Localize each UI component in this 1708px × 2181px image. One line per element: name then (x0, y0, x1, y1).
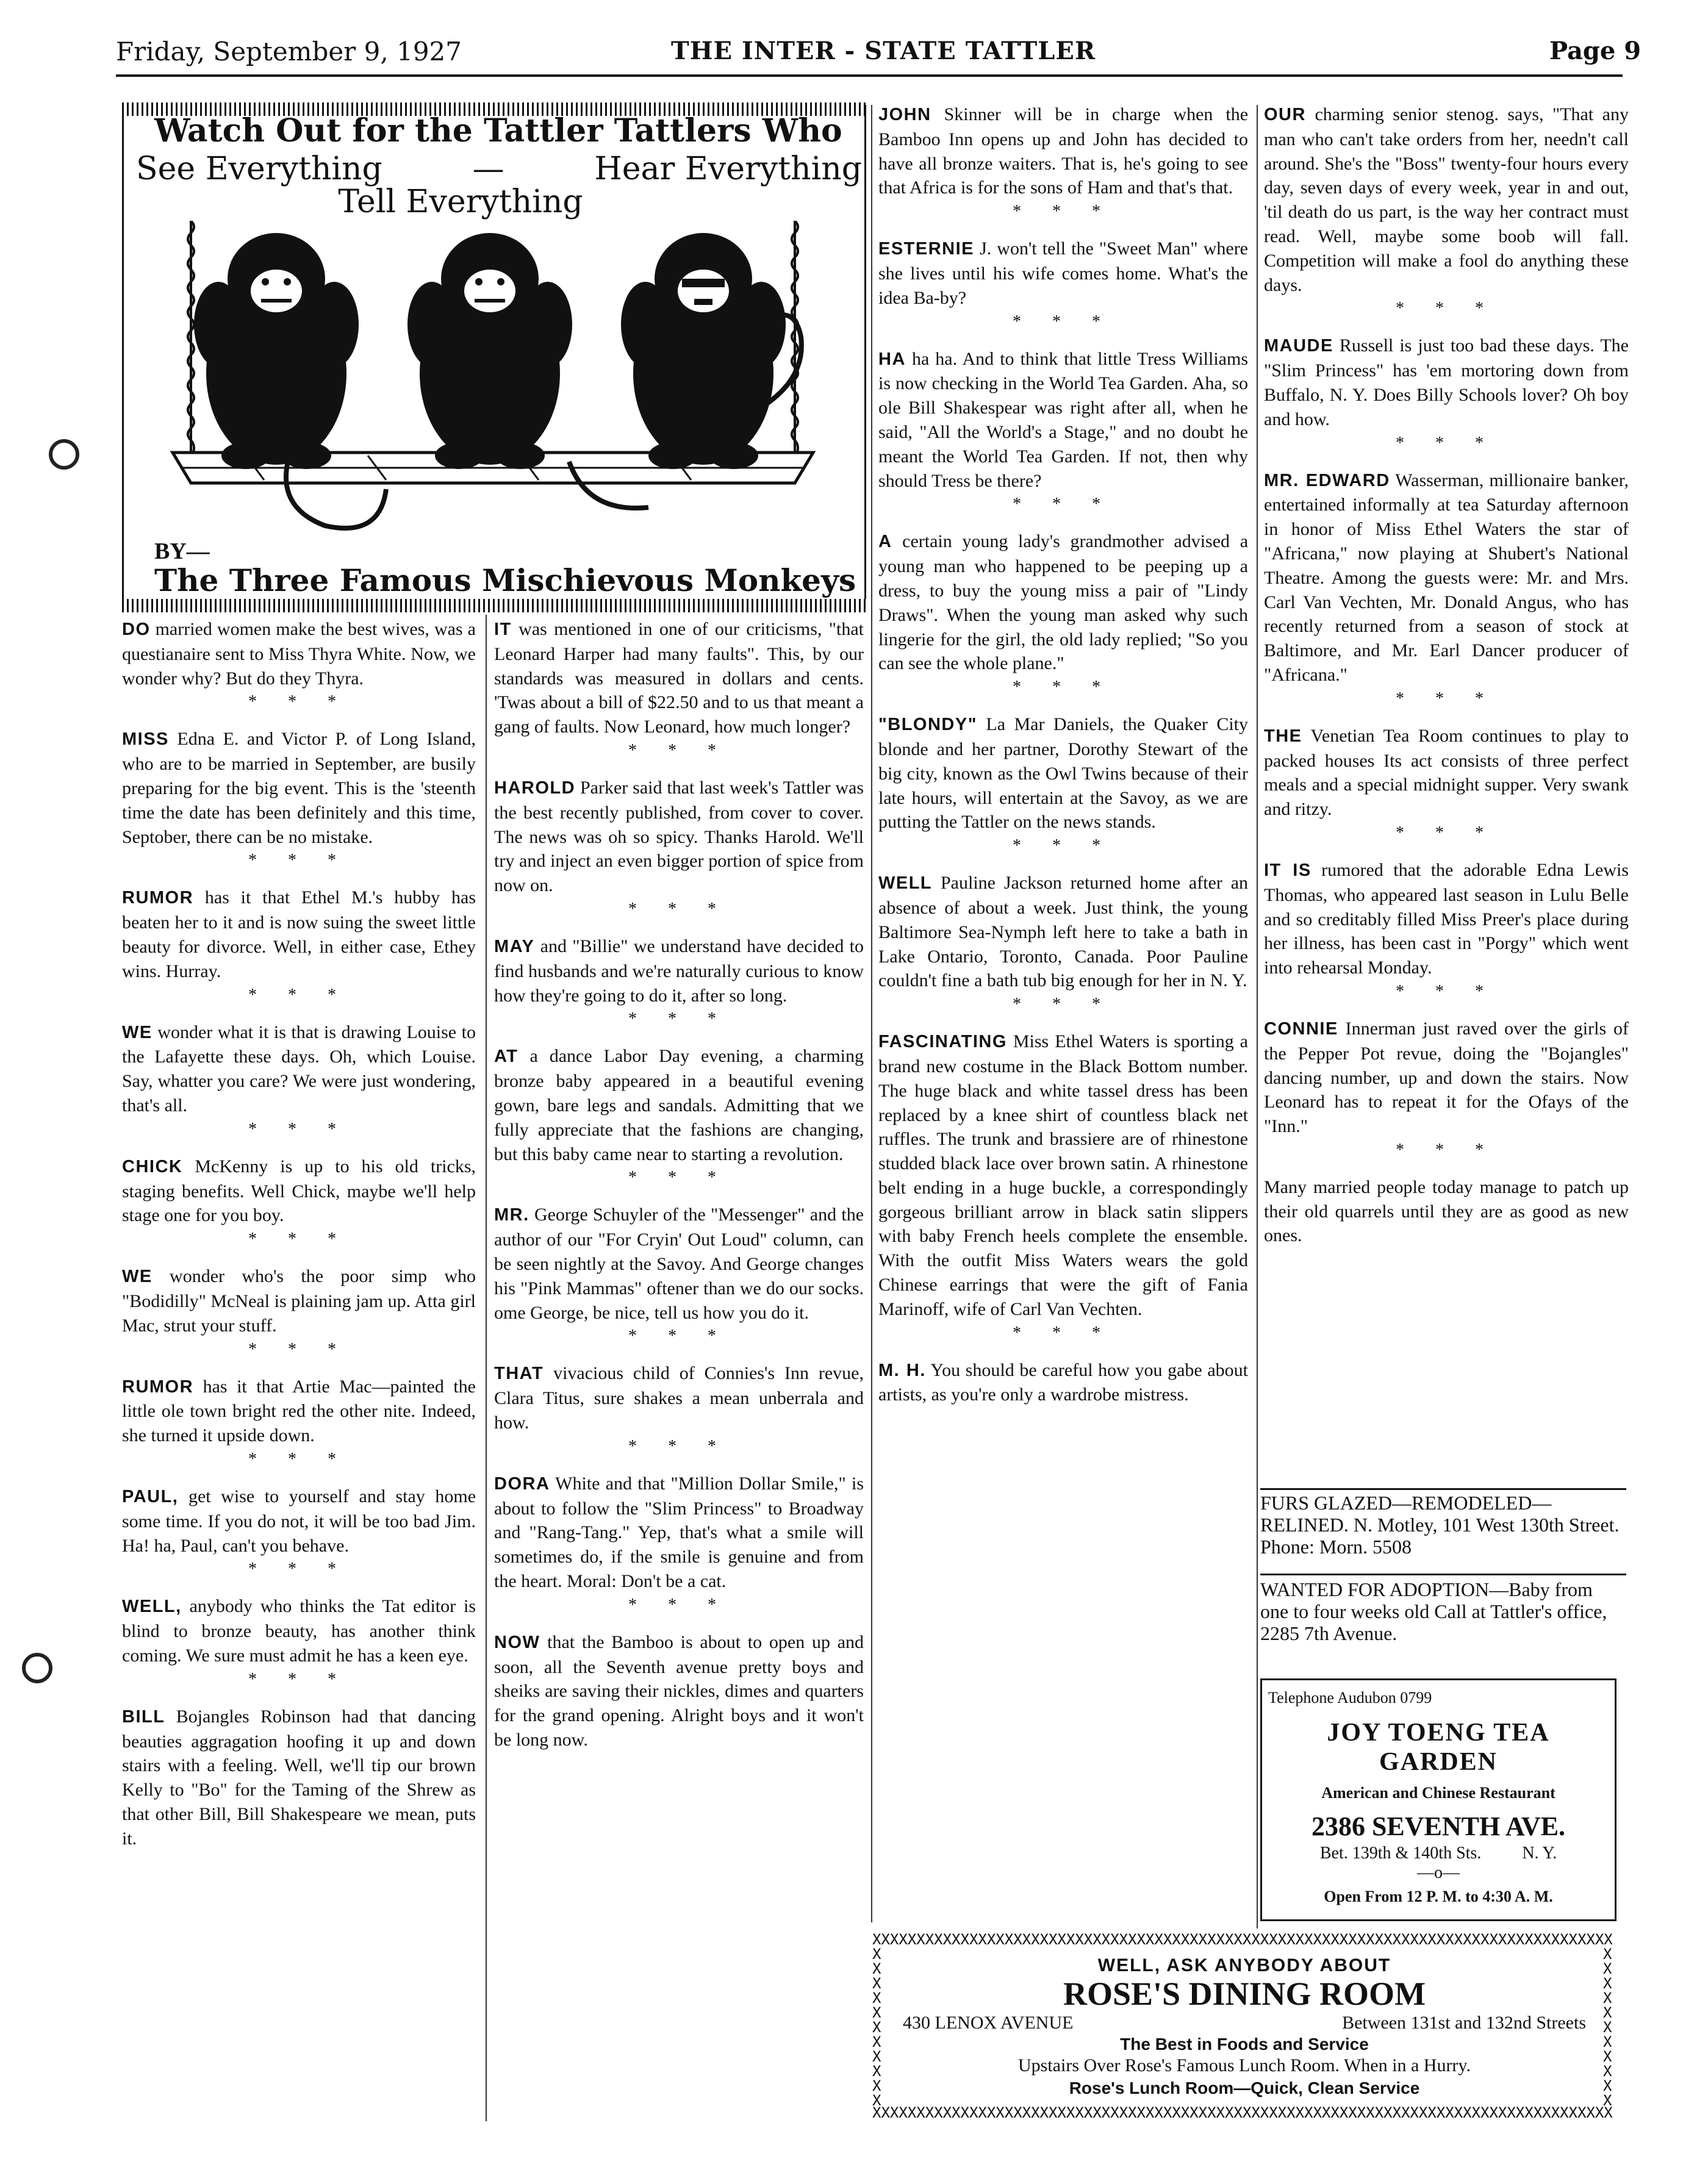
news-item-lead: WE (122, 1267, 152, 1287)
news-item (122, 886, 476, 983)
column-3 (878, 102, 1248, 1407)
item-separator-stars: * * * (1013, 1323, 1114, 1342)
news-item (1264, 334, 1629, 431)
news-item-lead: MR. (494, 1205, 529, 1225)
punch-hole-mark (49, 439, 79, 470)
news-item-text: that the Bamboo is about to open up and soon, all the Seventh avenue pretty boys and sheiks are saving their nickles, dimes and quarters for the grand opening. Alright boys and it won't be long now. (494, 1631, 864, 1750)
news-item (878, 102, 1248, 200)
furs-notice: FURS GLAZED—REMODELED—RELINED. N. Motley, 101 West 130th Street. Phone: Morn. 5508 (1260, 1492, 1620, 1558)
item-separator-stars: * * * (1013, 678, 1114, 697)
news-item (122, 1484, 476, 1558)
news-item-text: Miss Ethel Waters is sporting a brand new costume in the Black Bottom number. The huge black and white tassel dress has been replaced by a knee shirt of countless black net ruffles. The trunk and brassiere are of rhinestone studded black lace over brown satin. A rhinestone belt ending in a huge buckle, a correspondingly gorgeous brilliant arrow in black satin slippers with baby French heels complete the ensemble. With the outfit Miss Waters wears the gold Chinese earrings that were the gift of Fania Marinoff, wife of Carl Van Vechten. (878, 1031, 1248, 1319)
news-item-text: anybody who thinks the Tat editor is blind to bronze beauty, has another think coming. We sure must admit he has a keen eye. (122, 1596, 476, 1666)
news-item (878, 1030, 1248, 1322)
rose-address-line (872, 2013, 1616, 2033)
column-4 (1264, 102, 1629, 1248)
rose-address: 430 LENOX AVENUE (903, 2013, 1074, 2033)
news-item-text: wonder who's the poor simp who "Bodidilly" McNeal is plaining jam up. Atta girl Mac, strut your stuff. (122, 1266, 476, 1336)
news-item (122, 1705, 476, 1851)
tattler-box (122, 105, 866, 612)
item-separator-stars: * * * (628, 899, 730, 919)
news-item-lead: MR. EDWARD (1264, 470, 1390, 490)
news-item-lead: RUMOR (122, 1377, 194, 1397)
news-item (878, 712, 1248, 834)
subtitle-hear: Hear Everything (594, 151, 862, 187)
item-separator-stars: * * * (248, 1669, 350, 1689)
header-title: THE INTER - STATE TATTLER (671, 37, 1096, 65)
news-item-lead: MAUDE (1264, 336, 1333, 356)
news-item-lead: DO (122, 620, 151, 639)
tattler-box-title: Watch Out for the Tattler Tattlers Who (154, 112, 842, 149)
news-item-text: was mentioned in one of our criticisms, "that Leonard Harper had many faults". This, by our standards was measured in dollars and cents. 'Twas about a bill of $22.50 and to us that meant a gang of faults. Now Leonard, how much longer? (494, 619, 864, 737)
news-item-text: White and that "Million Dollar Smile," is about to follow the "Slim Princess" to Broadway and "Rang-Tang." Yep, that's what a smile will sometimes do, if the smile is genuine and from the heart. Moral: Don't be a cat. (494, 1473, 864, 1591)
news-item (1264, 102, 1629, 297)
news-item (122, 1594, 476, 1667)
item-separator-stars: * * * (248, 692, 350, 712)
news-item (122, 617, 476, 690)
item-separator-stars: * * * (1396, 823, 1497, 842)
punch-hole-mark (22, 1653, 52, 1683)
news-item-text: Parker said that last week's Tattler was the best recently published, from cover to cover. The news was oh so spicy. Thanks Harold. We'll try and inject an even bigger portion of spice from now on. (494, 777, 864, 896)
item-separator-stars: * * * (1013, 836, 1114, 856)
rose-name: ROSE'S DINING ROOM (1063, 1975, 1426, 2012)
adoption-notice: WANTED FOR ADOPTION—Baby from one to four weeks old Call at Tattler's office, 2285 7th Avenue. (1260, 1578, 1607, 1644)
item-separator-stars: * * * (1013, 202, 1114, 221)
news-item (494, 1203, 864, 1325)
rose-between: Between 131st and 132nd Streets (1342, 2013, 1586, 2033)
joy-name-line1: JOY TOENG TEA (1327, 1719, 1550, 1747)
news-item-lead: RUMOR (122, 888, 194, 908)
joy-hours: Open From 12 P. M. to 4:30 A. M. (1324, 1888, 1553, 1905)
subtitle-tell: Tell Everything (338, 184, 583, 220)
news-item (878, 529, 1248, 676)
news-item-lead: CHICK (122, 1156, 183, 1176)
news-item (494, 776, 864, 898)
news-item-text: a dance Labor Day evening, a charming bronze baby appeared in a beautiful evening gown, bare legs and sandals. Admitting that we fully appreciate that the fashions are changing, but this baby came near to starting a revolution. (494, 1046, 864, 1164)
item-separator-stars: * * * (1013, 495, 1114, 514)
news-item-text: and "Billie" we understand have decided to find husbands and we're naturally curious to know how they're going to do it, after so long. (494, 936, 864, 1006)
news-item (878, 237, 1248, 310)
news-item-lead: OUR (1264, 105, 1306, 124)
news-item-lead: WELL, (122, 1597, 182, 1617)
header-date: Friday, September 9, 1927 (116, 37, 462, 66)
rose-ask: WELL, ASK ANYBODY ABOUT (1097, 1955, 1391, 1975)
news-item-lead: DORA (494, 1474, 550, 1494)
notice-rule (1260, 1488, 1626, 1490)
news-item-text: Many married people today manage to patch up their old quarrels until they are as good as new ones. (1264, 1176, 1629, 1246)
news-item (122, 1020, 476, 1118)
news-item (494, 617, 864, 739)
item-separator-stars: * * * (628, 1595, 730, 1614)
news-item-text: wonder what it is that is drawing Louise to the Lafayette these days. Oh, which Louise. Say, whatter you care? We were just wondering, that's all. (122, 1022, 476, 1116)
rose-lunch: Rose's Lunch Room—Quick, Clean Service (1069, 2079, 1420, 2097)
news-item-lead: IT IS (1264, 860, 1312, 880)
news-item-lead: MAY (494, 936, 535, 956)
three-monkeys-illustration (124, 221, 864, 550)
news-item-lead: THE (1264, 726, 1302, 746)
news-item-lead: JOHN (878, 105, 931, 124)
news-item-lead: THAT (494, 1364, 544, 1384)
news-item-lead: CONNIE (1264, 1019, 1338, 1039)
news-item-text: Russell is just too bad these days. The "Slim Princess" has 'em mortoring down from Buffalo, N. Y. Does Billy Schools lover? Oh boy and how. (1264, 335, 1629, 429)
roses-dining-room-ad (872, 1935, 1616, 2120)
joy-name-line2: GARDEN (1379, 1748, 1498, 1776)
news-item-text: get wise to yourself and stay home some time. If you do not, it will be too bad Jim. Ha! ha, Paul, can't you behave. (122, 1486, 476, 1556)
subtitle-dash: — (472, 151, 504, 187)
item-separator-stars: * * * (1013, 312, 1114, 331)
column-2 (494, 617, 864, 1752)
joy-divider: —o— (1417, 1863, 1460, 1882)
item-separator-stars: * * * (628, 1168, 730, 1187)
news-item-text: Edna E. and Victor P. of Long Island, who are to be married in September, are busily preparing for the big event. This is the 'steenth time the date has been definitely and this time, Septober, there can be no mistake. (122, 729, 476, 847)
news-item (494, 1630, 864, 1752)
news-item-lead: MISS (122, 729, 169, 750)
tattler-box-subtitle (136, 152, 862, 185)
news-item-text: married women make the best wives, was a questianaire sent to Miss Thyra White. Now, we wonder why? But do they Thyra. (122, 619, 476, 689)
rose-best: The Best in Foods and Service (1120, 2035, 1369, 2054)
news-item-text: McKenny is up to his old tricks, staging benefits. Well Chick, maybe we'll help stage one for you boy. (122, 1156, 476, 1226)
item-separator-stars: * * * (248, 1119, 350, 1139)
item-separator-stars: * * * (248, 851, 350, 870)
rose-ad-border-top: XXXXXXXXXXXXXXXXXXXXXXXXXXXXXXXXXXXXXXXXXXXXXXXXXXXXXXXXXXXXXXXXXXXXXXXXXXXXXXXXXXXX (872, 1932, 1613, 1947)
news-item (878, 1358, 1248, 1408)
news-item-lead: "BLONDY" (878, 715, 977, 735)
news-item-text: Innerman just raved over the girls of the Pepper Pot revue, doing the "Bojangles" dancing number, up and down the stairs. Now Leonard has to repeat it for the Ofays of the "Inn." (1264, 1018, 1629, 1137)
news-item (1264, 1175, 1629, 1248)
news-item-lead: HAROLD (494, 778, 576, 798)
subtitle-see: See Everything (136, 151, 382, 187)
news-item (1264, 858, 1629, 980)
news-item (1264, 1017, 1629, 1139)
item-separator-stars: * * * (628, 1009, 730, 1029)
news-item-text: vivacious child of Connies's Inn revue, Clara Titus, sure shakes a mean unberrala and how. (494, 1363, 864, 1433)
news-item-text: rumored that the adorable Edna Lewis Thomas, who appeared last season in Lulu Belle and so creditably filled Miss Preer's place during her illness, has been cast in "Porgy" which went into rehearsal Monday. (1264, 859, 1629, 978)
news-item-lead: AT (494, 1047, 518, 1067)
news-item-text: J. won't tell the "Sweet Man" where she lives until his wife comes home. What's the idea Ba-by? (878, 238, 1248, 308)
news-item-lead: A (878, 532, 892, 552)
news-item-text: has it that Ethel M.'s hubby has beaten her to it and is now suing the sweet little beauty for divorce. Well, in either case, Ethey wins. Hurray. (122, 887, 476, 981)
news-item-lead: IT (494, 620, 512, 639)
rose-upstairs: Upstairs Over Rose's Famous Lunch Room. When in a Hurry. (1018, 2055, 1471, 2075)
news-item-text: Bojangles Robinson had that dancing beauties aggragation hoofing it up and down stairs with a feeling. Well, we'll tip our brown Kelly to "Bo" for the Taming of the Shrew as that other Bill, Bill Shakespeare we mean, puts it. (122, 1706, 476, 1849)
news-item-text: Skinner will be in charge when the Bamboo Inn opens up and John has decided to have all bronze waiters. That is, he's going to see that Africa is for the sons of Ham and that's that. (878, 104, 1249, 198)
news-item-lead: BILL (122, 1706, 165, 1727)
news-item (878, 347, 1248, 493)
news-item (1264, 468, 1629, 687)
news-item-lead: ESTERNIE (878, 239, 975, 259)
item-separator-stars: * * * (628, 1327, 730, 1346)
news-item-text: Venetian Tea Room continues to play to packed houses Its act consists of three perfect meals and a special midnight supper. Very swank and ritzy. (1264, 725, 1629, 820)
rose-ad-border-left: XXXXXXXXXXX (872, 1947, 881, 2105)
item-separator-stars: * * * (1396, 689, 1497, 708)
item-separator-stars: * * * (1396, 1140, 1497, 1159)
news-item-lead: FASCINATING (878, 1032, 1007, 1052)
column-rule (1257, 105, 1258, 1929)
news-item (494, 1472, 864, 1594)
news-item-lead: WELL (878, 873, 933, 894)
news-item (122, 727, 476, 849)
notice-rule (1260, 1574, 1626, 1575)
box-bottom-border (122, 599, 866, 612)
news-item-lead: NOW (494, 1632, 540, 1652)
joy-phone: Telephone Audubon 0799 (1268, 1689, 1432, 1706)
news-item-text: certain young lady's grandmother advised a young man who happened to be peeping up a dress, to buy the young miss a pair of "Lindy Draws". When the young man asked why such lingerie for the girl, the old lady replied; "So you can see the whole plane." (878, 531, 1249, 674)
item-separator-stars: * * * (1396, 299, 1497, 318)
news-item-text: George Schuyler of the "Messenger" and the author of our "For Cryin' Out Loud" column, can be seen nightly at the Savoy. And George changes his "Pink Mammas" oftener than we do our socks. ome George, be nice, tell us how you do it. (494, 1205, 864, 1323)
column-rule (871, 105, 872, 1922)
joy-between (1262, 1844, 1615, 1863)
news-item-lead: PAUL, (122, 1486, 179, 1506)
tattler-box-author: The Three Famous Mischievous Monkeys (154, 562, 856, 598)
rose-ad-border-bottom: XXXXXXXXXXXXXXXXXXXXXXXXXXXXXXXXXXXXXXXXXXXXXXXXXXXXXXXXXXXXXXXXXXXXXXXXXXXXXXXXXXXX (872, 2105, 1613, 2120)
tattler-box-by: BY— (154, 539, 210, 564)
news-item-text: charming senior stenog. says, "That any man who can't take orders from her, needn't call around. She's the "Boss" twenty-four hours every day, seven days of every week, year in and out, 'til death do us part, is the way her contract must read. Well, maybe some boob will fall. Competition will make a fool do anything these days. (1264, 104, 1629, 295)
joy-between-streets: Bet. 139th & 140th Sts. (1319, 1844, 1482, 1863)
item-separator-stars: * * * (248, 985, 350, 1005)
joy-city: N. Y. (1522, 1844, 1557, 1863)
item-separator-stars: * * * (248, 1560, 350, 1579)
item-separator-stars: * * * (248, 1339, 350, 1359)
item-separator-stars: * * * (628, 740, 730, 760)
news-item (494, 1044, 864, 1166)
item-separator-stars: * * * (1396, 433, 1497, 453)
rose-ad-border-right: XXXXXXXXXXX (1603, 1947, 1612, 2105)
news-item-text: Wasserman, millionaire banker, entertained informally at tea Saturday afternoon in honor of Miss Ethel Waters the star of "Africana," now playing at Shubert's National Theatre. Among the guests were: Mr. and Mrs. Carl Van Vechten, Mr. Donald Angus, who has recently returned from a season of stock at Baltimore, and Mr. Earl Dancer producer of "Africana." (1264, 470, 1629, 685)
news-item (1264, 724, 1629, 822)
news-item (122, 1375, 476, 1448)
header-rule (116, 74, 1623, 77)
item-separator-stars: * * * (1013, 995, 1114, 1014)
header-page: Page 9 (1549, 37, 1642, 65)
news-item-text: You should be careful how you gabe about artists, as you're only a wardrobe mistress. (878, 1359, 1248, 1405)
item-separator-stars: * * * (1396, 981, 1497, 1001)
news-item (122, 1155, 476, 1228)
news-item-text: ha ha. And to think that little Tress Williams is now checking in the World Tea Garden. Aha, so ole Bill Shakespear was right after all, when he said, "All the World's a Stage," and no doubt he meant the World Tea Garden. If not, then why should Tress be there? (878, 348, 1248, 491)
news-item-lead: HA (878, 349, 906, 369)
news-item-text: La Mar Daniels, the Quaker City blonde and her partner, Dorothy Stewart of the big city, known as the Owl Twins because of their late hours, will entertain at the Savoy, as we are putting the Tattler on the news stands. (878, 714, 1248, 833)
news-item-lead: M. H. (878, 1360, 926, 1380)
news-item (122, 1264, 476, 1338)
joy-address: 2386 SEVENTH AVE. (1311, 1811, 1566, 1841)
news-item (878, 871, 1248, 993)
news-item-lead: WE (122, 1022, 152, 1042)
news-item (494, 934, 864, 1008)
news-item (494, 1361, 864, 1434)
news-item-text: has it that Artie Mac—painted the little ole town bright red the other nite. Indeed, she turned it upside down. (122, 1376, 476, 1446)
item-separator-stars: * * * (248, 1230, 350, 1249)
item-separator-stars: * * * (628, 1436, 730, 1456)
column-rule (486, 615, 487, 2121)
joy-type: American and Chinese Restaurant (1321, 1784, 1556, 1802)
item-separator-stars: * * * (248, 1449, 350, 1469)
column-1 (122, 617, 476, 1850)
joy-toeng-ad (1260, 1678, 1616, 1921)
news-item-text: Pauline Jackson returned home after an absence of about a week. Just think, the young Baltimore Sea-Nymph left here to take a bath in Lake Ontario, Toronto, Canada. Poor Pauline couldn't fine a bath tub big enough for her in N. Y. (878, 873, 1249, 991)
